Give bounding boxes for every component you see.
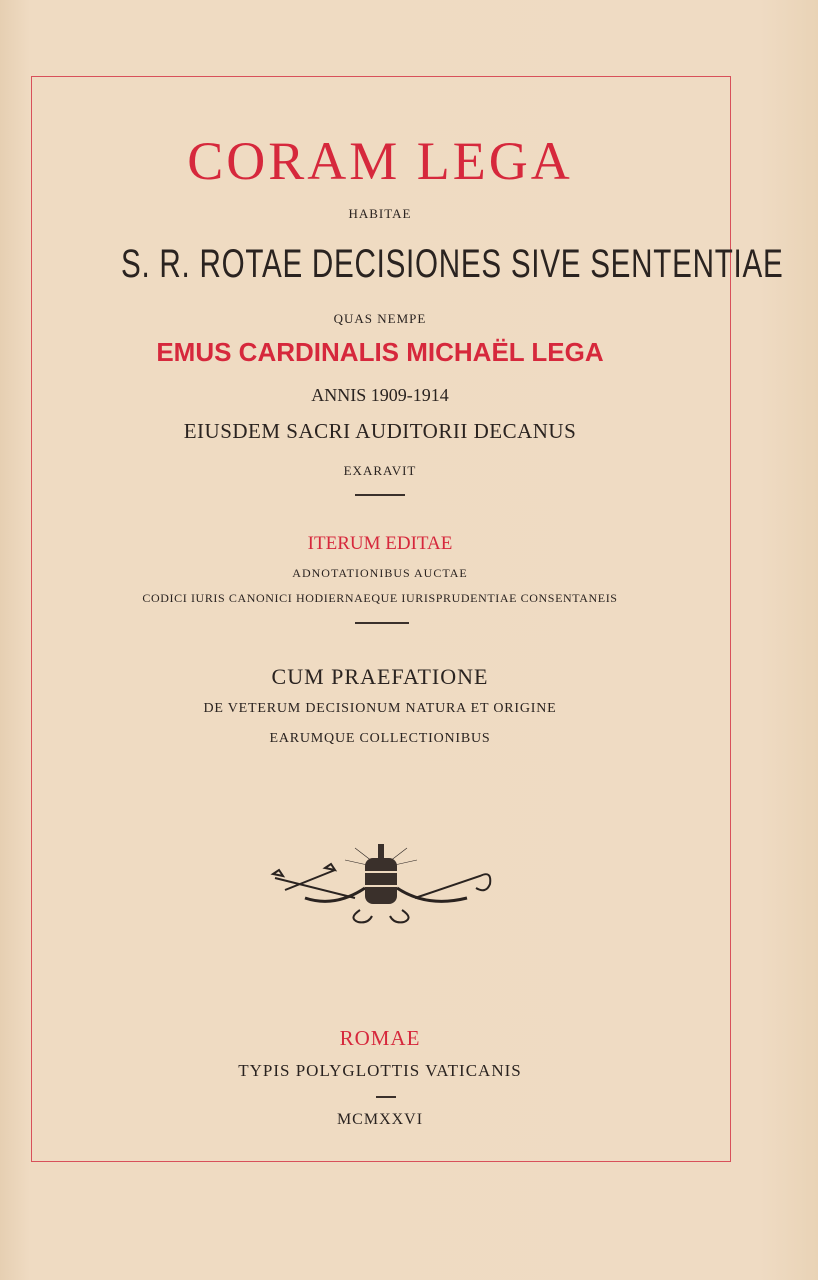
preface-line-2: EARUMQUE COLLECTIONIBUS bbox=[269, 731, 491, 746]
divider-rule bbox=[376, 1096, 396, 1098]
main-heading: S. R. ROTAE DECISIONES SIVE SENTENTIAE bbox=[121, 242, 784, 286]
edition-line-2: CODICI IURIS CANONICI HODIERNAEQUE IURISPRUDENTIAE CONSENTANEIS bbox=[142, 591, 618, 605]
edition-label: ITERUM EDITAE bbox=[307, 533, 453, 554]
papal-tiara-crossed-keys-icon bbox=[265, 838, 497, 926]
divider-rule bbox=[355, 622, 409, 624]
imprint-printer: TYPIS POLYGLOTTIS VATICANIS bbox=[238, 1061, 522, 1080]
years-line: ANNIS 1909-1914 bbox=[311, 385, 449, 405]
preface-label: CUM PRAEFATIONE bbox=[271, 664, 489, 689]
book-title: CORAM LEGA bbox=[187, 131, 573, 191]
habitae-line: HABITAE bbox=[348, 206, 412, 221]
red-border-frame bbox=[31, 76, 784, 1162]
preface-line-1: DE VETERUM DECISIONUM NATURA ET ORIGINE bbox=[203, 701, 557, 716]
edition-line-1: ADNOTATIONIBUS AUCTAE bbox=[292, 566, 468, 580]
quas-nempe-line: QUAS NEMPE bbox=[333, 311, 427, 326]
imprint-year: MCMXXVI bbox=[336, 1111, 424, 1128]
exaravit-line: EXARAVIT bbox=[343, 463, 417, 478]
author-name: EMUS CARDINALIS MICHAËL LEGA bbox=[156, 337, 604, 367]
office-line: EIUSDEM SACRI AUDITORII DECANUS bbox=[183, 419, 577, 443]
imprint-city: ROMAE bbox=[339, 1026, 421, 1050]
divider-rule bbox=[355, 494, 405, 496]
